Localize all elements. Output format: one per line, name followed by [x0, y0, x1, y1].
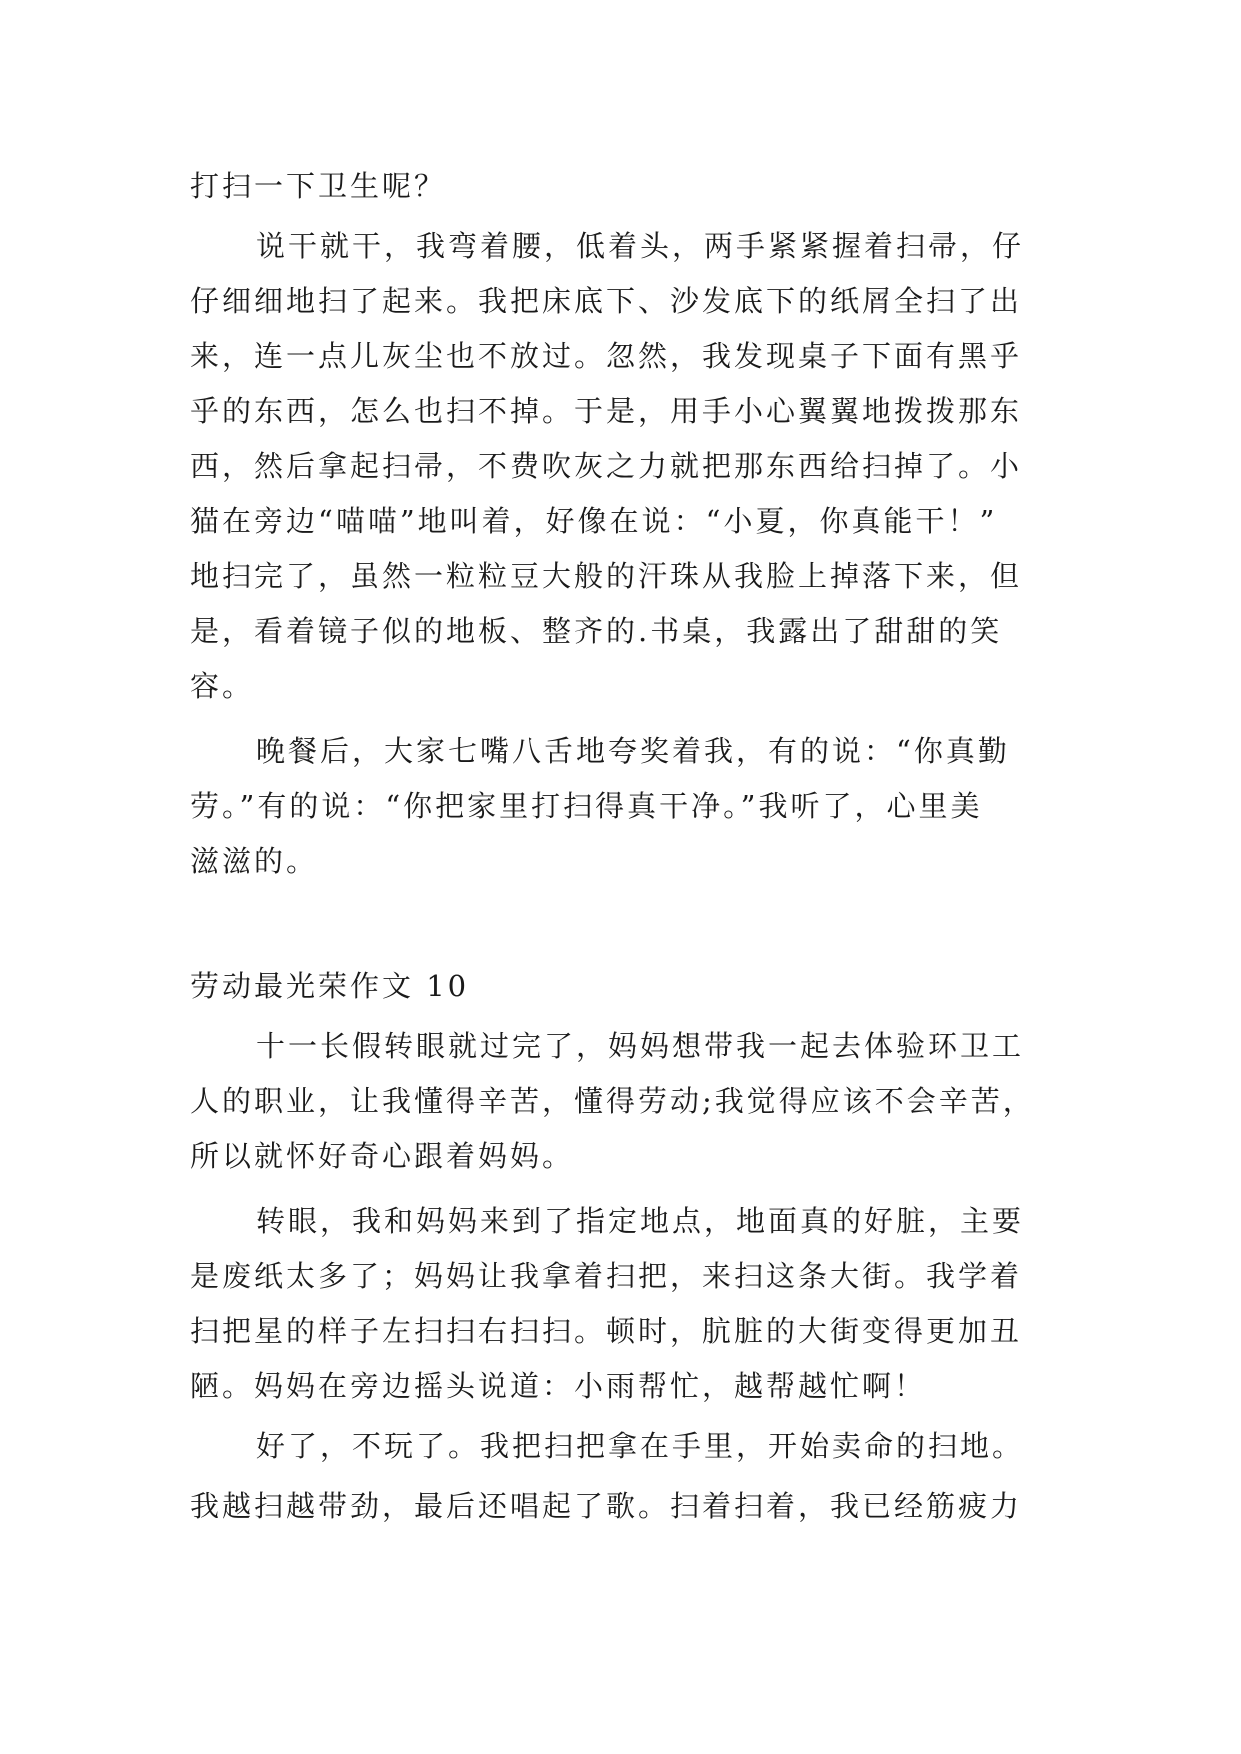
text-line: 所以就怀好奇心跟着妈妈。 — [190, 1139, 575, 1173]
text-line: 打扫一下卫生呢？ — [190, 169, 447, 203]
text-line: 扫把星的样子左扫扫右扫扫。顿时，肮脏的大街变得更加丑 — [190, 1314, 1023, 1348]
text-line: 来，连一点儿灰尘也不放过。忽然，我发现桌子下面有黑乎 — [190, 339, 1023, 373]
text-line: 是，看着镜子似的地板、整齐的.书桌，我露出了甜甜的笑 — [190, 614, 1003, 648]
text-line: 我越扫越带劲，最后还唱起了歌。扫着扫着，我已经筋疲力 — [190, 1489, 1023, 1523]
text-line: 地扫完了，虽然一粒粒豆大般的汗珠从我脸上掉落下来，但 — [190, 559, 1023, 593]
text-line: 猫在旁边“喵喵”地叫着，好像在说：“小夏，你真能干！” — [190, 504, 998, 538]
text-line: 容。 — [190, 669, 255, 703]
text-line: 是废纸太多了；妈妈让我拿着扫把，来扫这条大街。我学着 — [190, 1259, 1023, 1293]
paragraph-start-line: 好了，不玩了。我把扫把拿在手里，开始卖命的扫地。 — [256, 1429, 1025, 1463]
section-heading: 劳动最光荣作文 10 — [190, 969, 470, 1003]
paragraph-start-line: 十一长假转眼就过完了，妈妈想带我一起去体验环卫工 — [256, 1029, 1025, 1063]
paragraph-start-line: 说干就干，我弯着腰，低着头，两手紧紧握着扫帚，仔 — [256, 229, 1025, 263]
text-line: 西，然后拿起扫帚，不费吹灰之力就把那东西给扫掉了。小 — [190, 449, 1023, 483]
paragraph-start-line: 转眼，我和妈妈来到了指定地点，地面真的好脏，主要 — [256, 1204, 1025, 1238]
text-line: 人的职业，让我懂得辛苦，懂得劳动;我觉得应该不会辛苦， — [190, 1084, 1035, 1118]
text-line: 劳。”有的说：“你把家里打扫得真干净。”我听了，心里美 — [190, 789, 983, 823]
text-line: 陋。妈妈在旁边摇头说道：小雨帮忙，越帮越忙啊！ — [190, 1369, 927, 1403]
text-line: 滋滋的。 — [190, 844, 319, 878]
text-line: 仔细细地扫了起来。我把床底下、沙发底下的纸屑全扫了出 — [190, 284, 1023, 318]
paragraph-start-line: 晚餐后，大家七嘴八舌地夸奖着我，有的说：“你真勤 — [256, 734, 1010, 768]
text-line: 乎的东西，怎么也扫不掉。于是，用手小心翼翼地拨拨那东 — [190, 394, 1023, 428]
